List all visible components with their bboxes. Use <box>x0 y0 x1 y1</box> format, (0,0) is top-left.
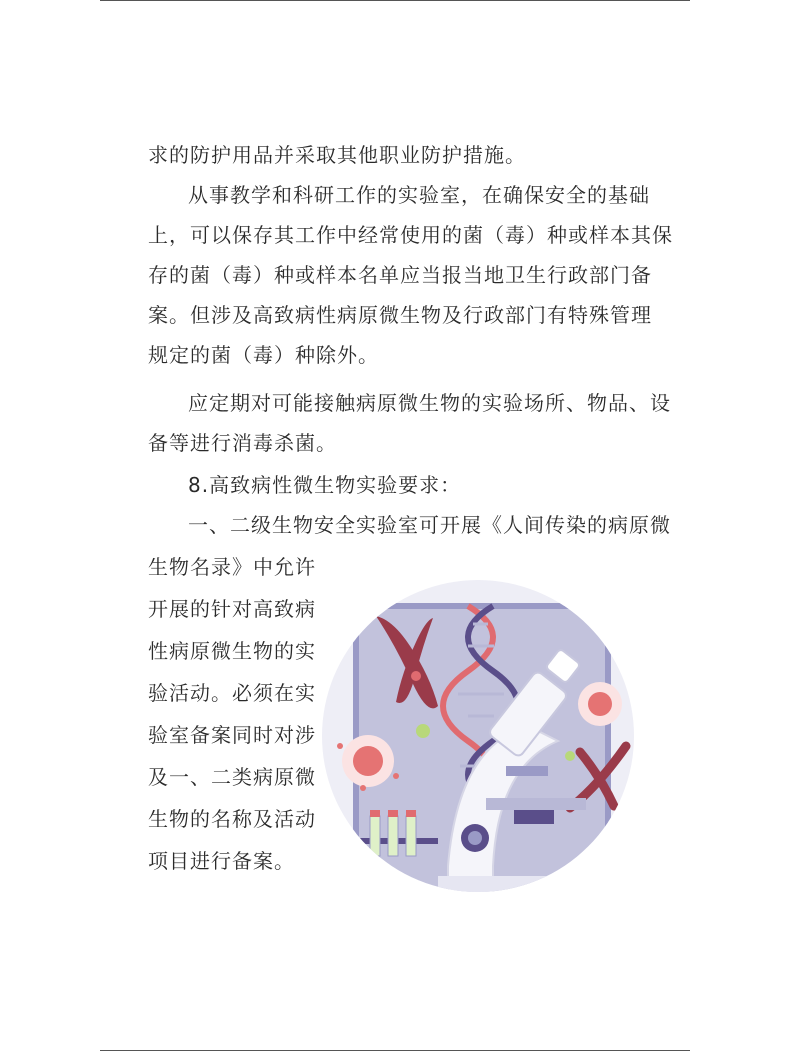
paragraph-line: 一、二级生物安全实验室可开展《人间传染的病原微 <box>188 513 671 537</box>
side-text-line: 及一、二类病原微 <box>148 765 316 789</box>
paragraph-line: 规定的菌（毒）种除外。 <box>148 343 379 367</box>
paragraph-line: 上，可以保存其工作中经常使用的菌（毒）种或样本其保 <box>148 223 673 247</box>
paragraph-line: 备等进行消毒杀菌。 <box>148 431 337 455</box>
paragraph-line: 求的防护用品并采取其他职业防护措施。 <box>148 143 526 167</box>
side-text-line: 验活动。必须在实 <box>148 681 316 705</box>
laboratory-illustration <box>318 576 638 896</box>
paragraph-line: 存的菌（毒）种或样本名单应当报当地卫生行政部门备 <box>148 263 652 287</box>
green-dot <box>416 724 430 738</box>
bottom-rule <box>100 1050 690 1051</box>
side-text-line: 项目进行备案。 <box>148 849 295 873</box>
side-text-line: 开展的针对高致病 <box>148 597 316 621</box>
section-heading: 8.高致病性微生物实验要求： <box>188 473 462 497</box>
paragraph-line: 从事教学和科研工作的实验室，在确保安全的基础 <box>188 183 650 207</box>
top-rule <box>100 0 690 1</box>
side-text-line: 生物的名称及活动 <box>148 807 316 831</box>
paragraph-line: 案。但涉及高致病性病原微生物及行政部门有特殊管理 <box>148 303 652 327</box>
green-dot <box>565 751 575 761</box>
side-text-line: 性病原微生物的实 <box>148 639 316 663</box>
paragraph-line: 应定期对可能接触病原微生物的实验场所、物品、设 <box>188 391 671 415</box>
virus-icon <box>578 682 622 726</box>
side-text-line: 生物名录》中允许 <box>148 555 316 579</box>
side-text-line: 验室备案同时对涉 <box>148 723 316 747</box>
laboratory-microscope-dna-illustration-icon <box>318 576 638 896</box>
